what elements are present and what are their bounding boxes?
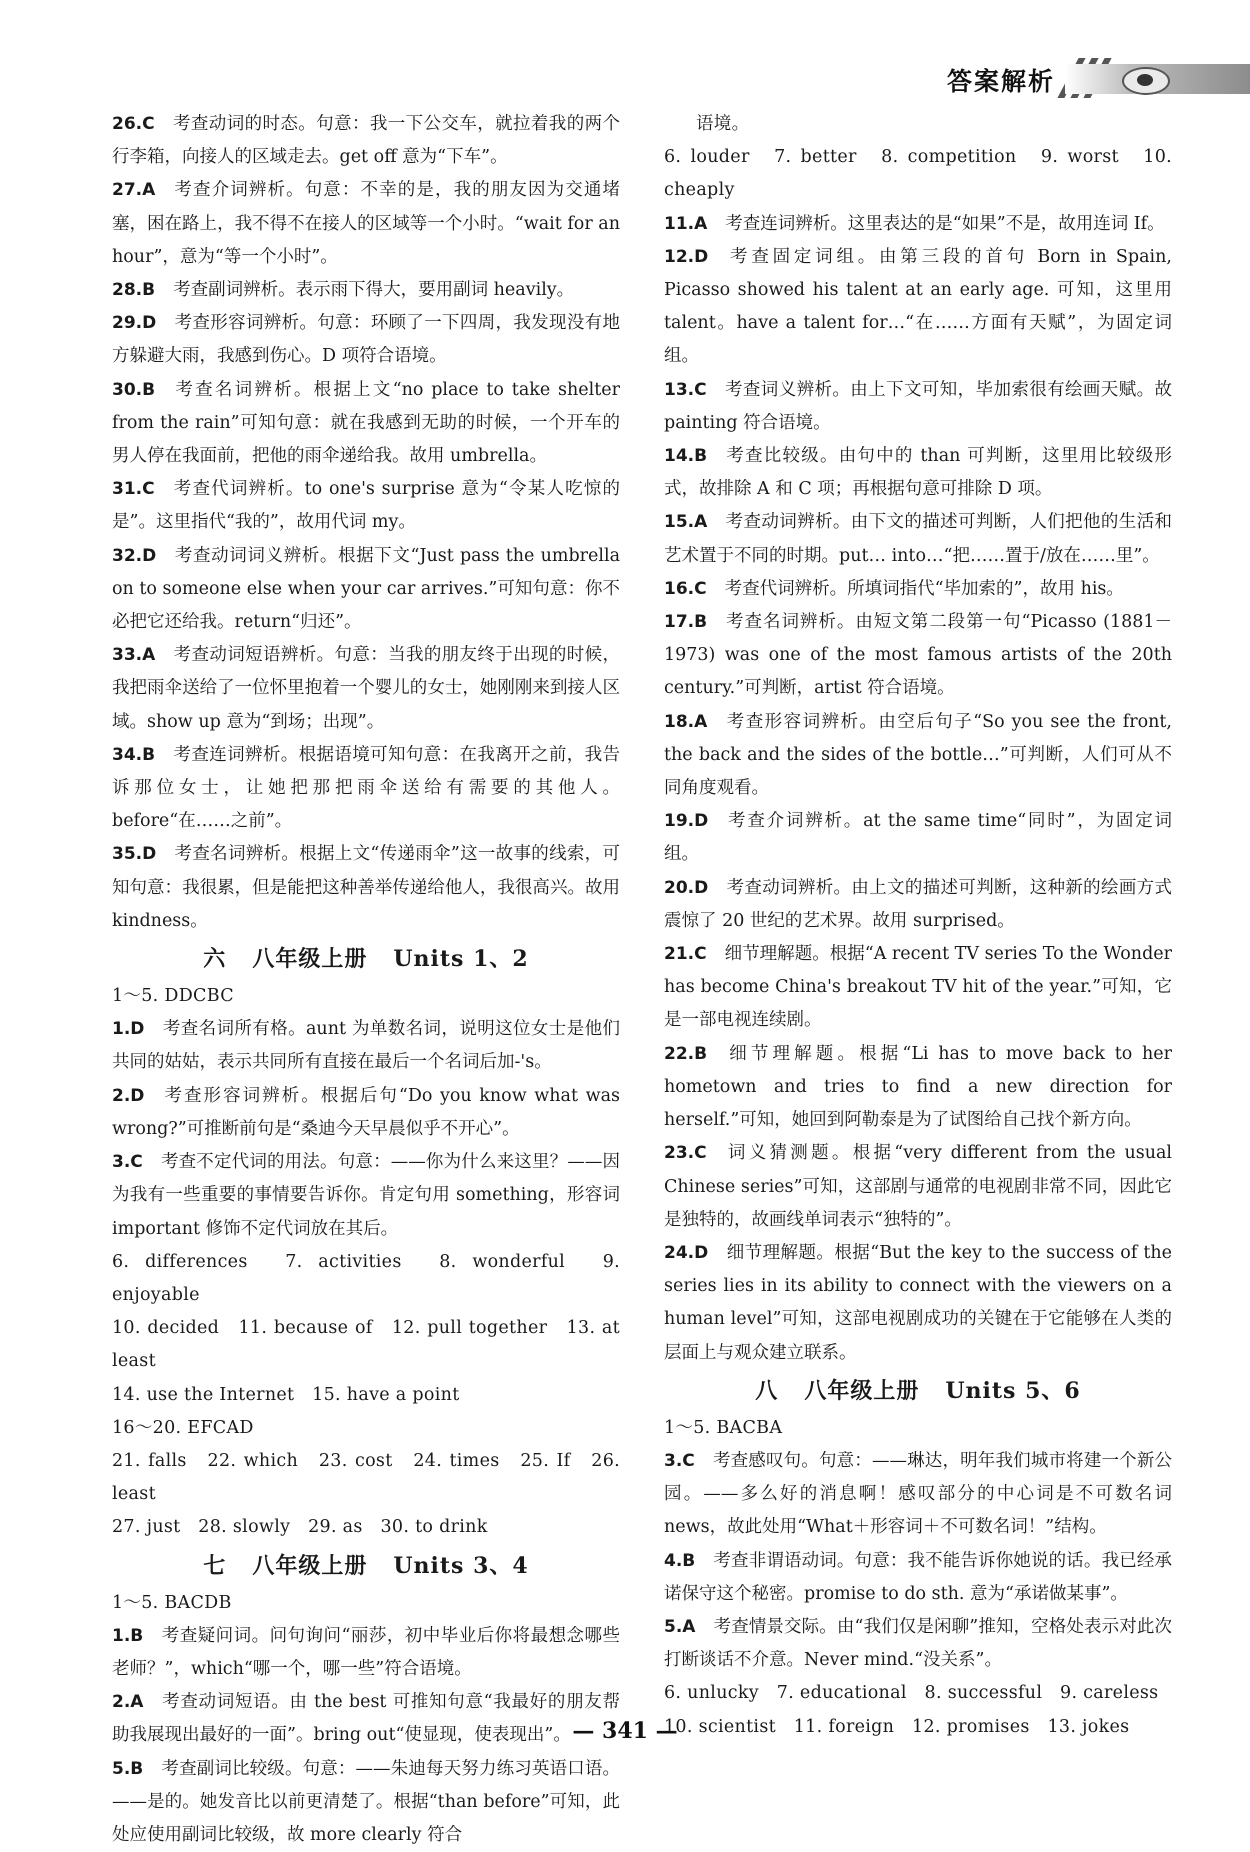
explanation-text: 考查不定代词的用法。句意：——你为什么来这里？——因为我有一些重要的事情要告诉你。肯定句用 something，形容词 important 修饰不定代词放在其后。: [112, 1152, 620, 1239]
left-column: [112, 108, 620, 1852]
answer-letter: B: [694, 1043, 708, 1064]
answer-item: [664, 706, 1172, 806]
explanation-text: 考查动词短语辨析。句意：当我的朋友终于出现的时候，我把雨伞送给了一位怀里抱着一个婴儿的女士，她刚刚来到接人区域。show up 意为“到场；出现”。: [112, 645, 620, 732]
answer-letter: A: [694, 512, 708, 533]
answer-letter: D: [130, 1019, 145, 1040]
question-number: 24.: [664, 1242, 695, 1263]
answer-letter: A: [142, 180, 156, 201]
answer-item: [112, 1620, 620, 1686]
page-header: [830, 58, 1250, 98]
answer-item: [112, 1146, 620, 1246]
question-number: 26.: [112, 114, 143, 134]
question-number: 11.: [664, 213, 695, 234]
answer-line: 10. decided 11. because of 12. pull together 13. at least: [112, 1318, 620, 1372]
answer-item: [664, 938, 1172, 1038]
explanation-text: 考查动词词义辨析。根据下文“Just pass the umbrella on to someone else when your car arrives.”可知句意：你不必把它还给我。return“归还”。: [112, 545, 620, 633]
answer-letter: C: [694, 379, 707, 400]
answer-line: 语境。: [696, 114, 750, 134]
question-number: 28.: [112, 280, 143, 301]
section-units: Units 5、6: [945, 1377, 1081, 1404]
question-number: 3.: [664, 1450, 683, 1471]
answer-letter: D: [694, 246, 709, 267]
answer-item: [664, 872, 1172, 938]
answer-item: [112, 1080, 620, 1146]
question-number: 5.: [664, 1616, 683, 1637]
answer-item: [112, 739, 620, 839]
explanation-text: 考查介词辨析。at the same time“同时”，为固定词组。: [664, 811, 1172, 865]
question-number: 19.: [664, 811, 695, 832]
explanation-text: 考查代词辨析。所填词指代“毕加索的”，故用 his。: [724, 578, 1124, 599]
answer-letter: C: [694, 944, 707, 965]
answer-letter: D: [694, 877, 709, 898]
answer-item: [112, 1013, 620, 1079]
explanation-text: 考查词义辨析。由上下文可知，毕加索很有绘画天赋。故 painting 符合语境。: [664, 379, 1172, 433]
explanation-text: 考查连词辨析。这里表达的是“如果”不是，故用连词 If。: [725, 213, 1165, 234]
question-number: 5.: [112, 1758, 131, 1779]
section-heading: [112, 940, 620, 978]
question-number: 30.: [112, 379, 143, 400]
answer-line: 6. differences 7. activities 8. wonderful 9. enjoyable: [112, 1251, 620, 1305]
answer-letter: C: [694, 1143, 707, 1164]
section-heading: [112, 1547, 620, 1585]
answer-letter: C: [142, 114, 155, 134]
explanation-text: 考查动词辨析。由下文的描述可判断，人们把他的生活和艺术置于不同的时期。put… into…“把……置于/放在……里”。: [664, 512, 1172, 566]
question-number: 16.: [664, 578, 695, 599]
question-number: 2.: [112, 1692, 131, 1713]
answer-letter: B: [142, 280, 156, 301]
explanation-text: 细节理解题。根据“A recent TV series To the Wonder has become China's breakout TV hit of the year.”可知，它是一部电视连续剧。: [664, 944, 1172, 1031]
answer-item: [664, 1237, 1172, 1370]
explanation-text: 考查副词辨析。表示雨下得大，要用副词 heavily。: [173, 280, 575, 301]
question-number: 29.: [112, 313, 143, 334]
answer-letter: C: [682, 1450, 695, 1471]
answer-letter: B: [682, 1550, 696, 1571]
explanation-text: 考查代词辨析。to one's surprise 意为“令某人吃惊的是”。这里指代“我的”，故用代词 my。: [112, 479, 620, 533]
question-number: 1.: [112, 1625, 131, 1646]
section-number: 七: [203, 1552, 227, 1579]
answer-line: 6. unlucky 7. educational 8. successful 9. careless: [664, 1683, 1159, 1704]
question-number: 1.: [112, 1019, 131, 1040]
answer-letter: A: [142, 645, 156, 666]
explanation-text: 考查名词辨析。根据上文“no place to take shelter from the rain”可知句意：就在我感到无助的时候，一个开车的男人停在我面前，把他的雨伞递给我。故用 umbrella。: [112, 379, 620, 467]
answer-letter: B: [130, 1625, 144, 1646]
explanation-text: 考查名词所有格。aunt 为单数名词，说明这位女士是他们共同的姑姑，表示共同所有直接在最后一个名词后加-'s。: [112, 1019, 620, 1073]
explanation-text: 词义猜测题。根据“very different from the usual Chinese series”可知，这部剧与通常的电视剧非常不同，因此它是独特的，故画线单词表示“独特的”。: [664, 1143, 1172, 1230]
explanation-text: 考查形容词辨析。由空后句子“So you see the front, the back and the sides of the bottle…”可判断，人们可从不同角度观看。: [664, 711, 1172, 799]
question-number: 34.: [112, 744, 143, 765]
answer-item: [664, 374, 1172, 440]
answer-item: [112, 174, 620, 274]
answer-item: [112, 307, 620, 373]
explanation-text: 考查比较级。由句中的 than 可判断，这里用比较级形式，故排除 A 和 C 项；再根据句意可排除 D 项。: [664, 446, 1172, 500]
answer-item: [112, 1753, 620, 1852]
question-number: 31.: [112, 479, 143, 500]
explanation-text: 考查非谓语动词。句意：我不能告诉你她说的话。我已经承诺保守这个秘密。promise to do sth. 意为“承诺做某事”。: [664, 1550, 1172, 1604]
section-title: 八年级上册: [252, 946, 368, 973]
answer-line: 16～20. EFCAD: [112, 1417, 254, 1438]
question-number: 20.: [664, 877, 695, 898]
explanation-text: 考查动词短语。由 the best 可推知句意“我最好的朋友帮助我展现出最好的一面”。bring out“使显现，使表现出”。: [112, 1692, 620, 1746]
answer-letter: A: [682, 1616, 696, 1637]
section-title: 八年级上册: [804, 1377, 920, 1404]
explanation-text: 细节理解题。根据“But the key to the success of the series lies in its ability to connect with the viewers on a human level”可知，这部电视剧成功的关键在于它能够在人类的层面上与观众建立联系。: [664, 1242, 1172, 1363]
answer-letter: B: [130, 1758, 144, 1779]
question-number: 3.: [112, 1152, 131, 1173]
answer-item: [664, 1611, 1172, 1677]
answer-letter: B: [694, 446, 708, 467]
right-column: [664, 108, 1172, 1744]
answer-line: 14. use the Internet 15. have a point: [112, 1384, 460, 1405]
page-number: — 341 —: [572, 1718, 678, 1744]
question-number: 27.: [112, 180, 143, 201]
answer-letter: D: [142, 313, 157, 334]
answer-item: [664, 805, 1172, 871]
answer-letter: C: [694, 578, 707, 599]
answer-line: 27. just 28. slowly 29. as 30. to drink: [112, 1517, 488, 1538]
explanation-text: 考查连词辨析。根据语境可知句意：在我离开之前，我告诉那位女士，让她把那把雨伞送给有需要的其他人。before“在……之前”。: [112, 744, 620, 832]
explanation-text: 考查形容词辨析。根据后句“Do you know what was wrong?”可推断前句是“桑迪今天早晨似乎不开心”。: [112, 1085, 620, 1139]
section-units: Units 1、2: [393, 946, 529, 973]
answer-letter: C: [142, 479, 155, 500]
answer-item: [664, 506, 1172, 572]
question-number: 14.: [664, 446, 695, 467]
answer-item: [664, 440, 1172, 506]
answer-line: 1～5. BACDB: [112, 1592, 232, 1613]
explanation-text: 考查形容词辨析。句意：环顾了一下四周，我发现没有地方躲避大雨，我感到伤心。D 项符合语境。: [112, 313, 620, 367]
question-number: 18.: [664, 711, 695, 732]
explanation-text: 考查疑问词。问句询问“丽莎，初中毕业后你将最想念哪些老师？”，which“哪一个，哪一些”符合语境。: [112, 1625, 620, 1679]
answer-item: [664, 1545, 1172, 1611]
question-number: 21.: [664, 944, 695, 965]
answer-letter: A: [130, 1692, 144, 1713]
answer-letter: B: [694, 612, 708, 633]
answer-letter: D: [694, 811, 709, 832]
question-number: 33.: [112, 645, 143, 666]
answer-letter: D: [130, 1085, 145, 1106]
answer-letter: D: [694, 1242, 709, 1263]
explanation-text: 考查感叹句。句意：——琳达，明年我们城市将建一个新公园。——多么好的消息啊！感叹部分的中心词是不可数名词 news，故此处用“What＋形容词＋不可数名词！”结构。: [664, 1450, 1172, 1538]
section-units: Units 3、4: [393, 1552, 529, 1579]
answer-item: [112, 274, 620, 307]
header-title: 答案解析: [946, 67, 1055, 96]
question-number: 12.: [664, 246, 695, 267]
explanation-text: 考查名词辨析。根据上文“传递雨伞”这一故事的线索，可知句意：我很累，但是能把这种善举传递给他人，我很高兴。故用 kindness。: [112, 844, 620, 931]
answer-line: 21. falls 22. which 23. cost 24. times 25. If 26. least: [112, 1450, 620, 1505]
answer-item: [112, 108, 620, 174]
answer-letter: D: [142, 545, 157, 566]
answer-letter: B: [142, 379, 156, 400]
question-number: 32.: [112, 545, 143, 566]
question-number: 35.: [112, 844, 143, 865]
answer-letter: A: [694, 213, 708, 234]
explanation-text: 考查情景交际。由“我们仅是闲聊”推知，空格处表示对此次打断谈话不介意。Never mind.“没关系”。: [664, 1616, 1172, 1671]
explanation-text: 考查名词辨析。由短文第二段第一句“Picasso (1881－1973) was one of the most famous artists of the 20th century.”可判断，artist 符合语境。: [664, 612, 1172, 699]
eye-logo-icon: [1122, 67, 1170, 95]
answer-line: 10. scientist 11. foreign 12. promises 13. jokes: [664, 1716, 1130, 1737]
answer-item: [664, 208, 1172, 241]
question-number: 17.: [664, 612, 695, 633]
answer-item: [112, 639, 620, 739]
question-number: 23.: [664, 1143, 695, 1164]
answer-item: [112, 374, 620, 474]
answer-item: [112, 473, 620, 539]
answer-item: [112, 838, 620, 938]
question-number: 2.: [112, 1085, 131, 1106]
question-number: 4.: [664, 1550, 683, 1571]
explanation-text: 考查副词比较级。句意：——朱迪每天努力练习英语口语。——是的。她发音比以前更清楚了。根据“than before”可知，此处应使用副词比较级，故 more clearly 符合: [112, 1758, 620, 1845]
answer-item: [664, 241, 1172, 374]
question-number: 13.: [664, 379, 695, 400]
answer-item: [664, 1038, 1172, 1138]
answer-item: [664, 573, 1172, 606]
section-title: 八年级上册: [252, 1552, 368, 1579]
explanation-text: 细节理解题。根据“Li has to move back to her hometown and tries to find a new direction for herself.”可知，她回到阿勒泰是为了试图给自己找个新方向。: [664, 1043, 1172, 1131]
section-number: 八: [755, 1377, 779, 1404]
answer-line: 6. louder 7. better 8. competition 9. worst 10. cheaply: [664, 147, 1172, 201]
section-number: 六: [203, 946, 227, 973]
answer-item: [664, 1137, 1172, 1237]
answer-letter: B: [142, 744, 156, 765]
explanation-text: 考查动词的时态。句意：我一下公交车，就拉着我的两个行李箱，向接人的区域走去。get off 意为“下车”。: [112, 114, 620, 168]
answer-item: [112, 540, 620, 640]
explanation-text: 考查固定词组。由第三段的首句 Born in Spain, Picasso showed his talent at an early age. 可知，这里用 talent。have a talent for…“在……方面有天赋”，为固定词组。: [664, 246, 1172, 367]
section-heading: [664, 1372, 1172, 1410]
explanation-text: 考查介词辨析。句意：不幸的是，我的朋友因为交通堵塞，困在路上，我不得不在接人的区域等一个小时。“wait for an hour”，意为“等一个小时”。: [112, 180, 620, 267]
answer-letter: C: [130, 1152, 143, 1173]
answer-line: 1～5. BACBA: [664, 1417, 783, 1438]
answer-letter: A: [694, 711, 708, 732]
explanation-text: 考查动词辨析。由上文的描述可判断，这种新的绘画方式震惊了 20 世纪的艺术界。故用 surprised。: [664, 877, 1172, 931]
answer-line: 1～5. DDCBC: [112, 986, 234, 1007]
answer-item: [664, 606, 1172, 706]
question-number: 15.: [664, 512, 695, 533]
answer-item: [664, 1445, 1172, 1545]
question-number: 22.: [664, 1043, 695, 1064]
answer-letter: D: [142, 844, 157, 865]
